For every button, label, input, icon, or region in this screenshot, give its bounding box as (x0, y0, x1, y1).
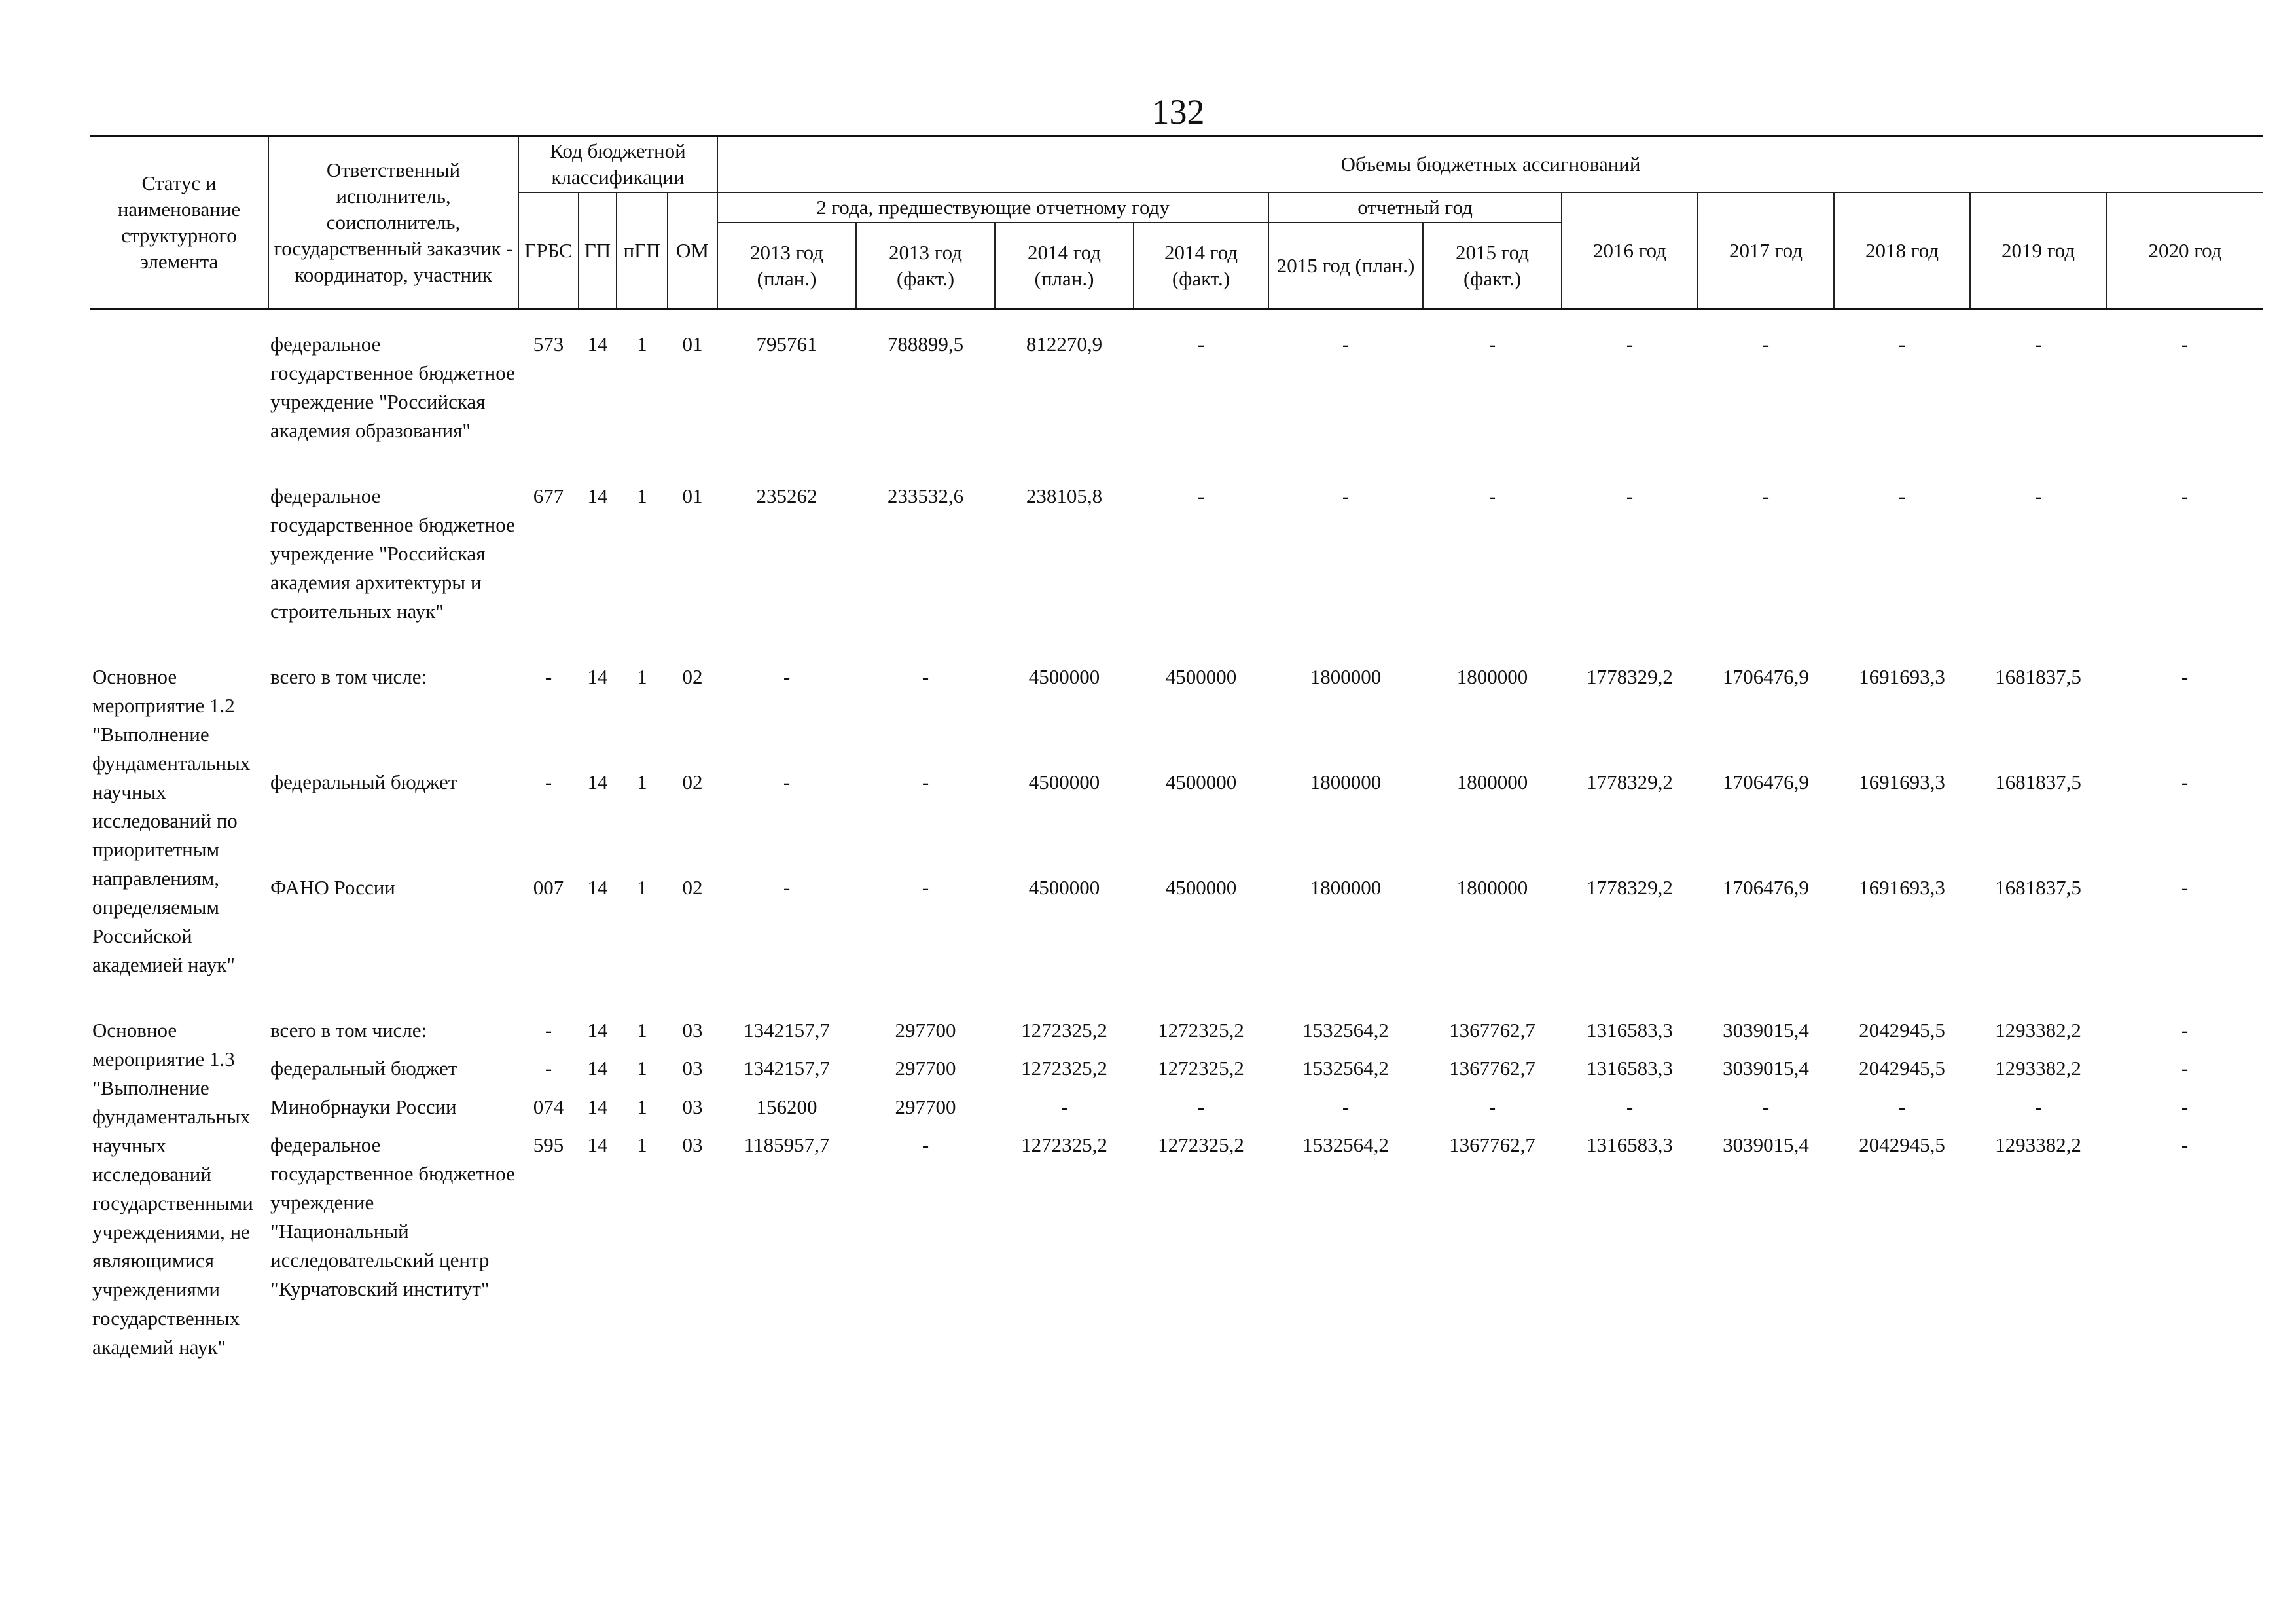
executor-cell: федеральный бюджет (270, 1057, 457, 1080)
value-cell: 4500000 (1028, 770, 1100, 793)
code-cell: 02 (682, 770, 703, 793)
row-spacer-cell (90, 979, 2263, 1016)
value-cell: 1706476,9 (1723, 770, 1809, 793)
value-cell: 297700 (895, 1057, 956, 1080)
code-cell: 1 (637, 332, 647, 356)
value-cell: 1532564,2 (1302, 1133, 1389, 1157)
value-cell: 1691693,3 (1859, 665, 1945, 688)
value-cell: 233532,6 (887, 484, 964, 507)
row-spacer-cell (90, 626, 2263, 663)
code-cell: 1 (637, 665, 647, 688)
code-cell: 595 (533, 1133, 564, 1157)
value-cell: 1272325,2 (1158, 1133, 1244, 1157)
code-cell: 1 (637, 876, 647, 900)
value-cell: - (1762, 332, 1770, 356)
code-cell: 1 (637, 1057, 647, 1080)
table-row (90, 873, 2263, 979)
code-header-pgp: пГП (617, 192, 668, 309)
budget-code-group-header: Код бюджетной классификации (518, 136, 717, 193)
value-cell: - (1488, 484, 1496, 507)
value-cell: 235262 (756, 484, 817, 507)
value-cell: 2042945,5 (1859, 1018, 1945, 1042)
value-cell: 3039015,4 (1723, 1057, 1809, 1080)
table-row (90, 1054, 2263, 1093)
value-cell: - (2181, 665, 2189, 688)
row-spacer (90, 445, 2263, 482)
value-cell: 1293382,2 (1995, 1018, 2081, 1042)
value-cell: - (783, 770, 791, 793)
value-cell: 4500000 (1028, 665, 1100, 688)
value-cell: - (2181, 1133, 2189, 1157)
code-cell: 1 (637, 1095, 647, 1118)
value-cell: - (1626, 484, 1634, 507)
code-cell: 03 (682, 1057, 703, 1080)
value-cell: - (2181, 1018, 2189, 1042)
value-cell: - (2181, 484, 2189, 507)
code-cell: 573 (533, 332, 564, 356)
value-cell: - (1762, 1095, 1770, 1118)
value-cell: 1800000 (1310, 876, 1382, 900)
executor-cell: федеральное государственное бюджетное учреждение "Российская академия образования" (270, 332, 515, 442)
volumes-group-header: Объемы бюджетных ассигнований (717, 136, 2263, 193)
value-cell: - (783, 876, 791, 900)
value-cell: 1342157,7 (744, 1018, 830, 1042)
row-spacer (90, 979, 2263, 1016)
code-cell: 03 (682, 1018, 703, 1042)
value-cell: 1691693,3 (1859, 876, 1945, 900)
year-header-2018: 2018 год (1834, 192, 1970, 309)
value-cell: 1272325,2 (1158, 1057, 1244, 1080)
year-header-2019: 2019 год (1970, 192, 2106, 309)
value-cell: 1800000 (1310, 665, 1382, 688)
code-header-om: ОМ (668, 192, 717, 309)
value-cell: 1706476,9 (1723, 876, 1809, 900)
status-cell: Основное мероприятие 1.3 "Выполнение фундаментальных научных исследований государственными учреждениями, не являющимися учреждениями государственных академий наук" (92, 1018, 253, 1359)
value-cell: 1272325,2 (1021, 1018, 1107, 1042)
page-number: 132 (1151, 92, 1205, 132)
code-cell: 14 (587, 1057, 608, 1080)
value-cell: 1272325,2 (1021, 1057, 1107, 1080)
year-header-2013-fact: 2013 год (факт.) (856, 223, 995, 309)
value-cell: 1316583,3 (1587, 1133, 1673, 1157)
code-header-grbs: ГРБС (518, 192, 579, 309)
table-row (90, 309, 2263, 445)
report-year-group-header: отчетный год (1268, 192, 1562, 223)
code-cell: 01 (682, 332, 703, 356)
code-cell: 1 (637, 1018, 647, 1042)
value-cell: - (2181, 332, 2189, 356)
year-header-2015-plan: 2015 год (план.) (1268, 223, 1423, 309)
value-cell: 1316583,3 (1587, 1018, 1673, 1042)
value-cell: - (1197, 332, 1205, 356)
year-header-2014-plan: 2014 год (план.) (995, 223, 1134, 309)
table-row (90, 1131, 2263, 1361)
value-cell: 1367762,7 (1449, 1133, 1535, 1157)
year-header-2015-fact: 2015 год (факт.) (1423, 223, 1562, 309)
value-cell: - (2181, 876, 2189, 900)
executor-cell: ФАНО России (270, 876, 395, 900)
value-cell: - (1197, 1095, 1205, 1118)
executor-cell: федеральное государственное бюджетное учреждение "Национальный исследовательский центр "Курчатовский институт" (270, 1133, 515, 1301)
executor-cell: федеральный бюджет (270, 770, 457, 793)
value-cell: - (2034, 332, 2042, 356)
value-cell: 1532564,2 (1302, 1057, 1389, 1080)
value-cell: 788899,5 (887, 332, 964, 356)
value-cell: 2042945,5 (1859, 1133, 1945, 1157)
executor-cell: федеральное государственное бюджетное учреждение "Российская академия архитектуры и строительных наук" (270, 484, 515, 623)
code-cell: 14 (587, 665, 608, 688)
year-header-2013-plan: 2013 год (план.) (717, 223, 856, 309)
value-cell: - (922, 770, 929, 793)
status-column-header: Статус и наименование структурного элемента (90, 136, 268, 310)
value-cell: 156200 (756, 1095, 817, 1118)
code-cell: 14 (587, 1095, 608, 1118)
table-row (90, 663, 2263, 768)
value-cell: - (1626, 1095, 1634, 1118)
year-header-2016: 2016 год (1562, 192, 1698, 309)
code-cell: 14 (587, 1018, 608, 1042)
year-header-2020: 2020 год (2106, 192, 2263, 309)
value-cell: 297700 (895, 1018, 956, 1042)
executor-cell: Минобрнауки России (270, 1095, 457, 1118)
value-cell: 4500000 (1165, 665, 1237, 688)
value-cell: 1293382,2 (1995, 1057, 2081, 1080)
row-spacer (90, 626, 2263, 663)
code-cell: 14 (587, 770, 608, 793)
value-cell: 1272325,2 (1021, 1133, 1107, 1157)
code-cell: - (545, 1057, 552, 1080)
code-cell: 14 (587, 1133, 608, 1157)
value-cell: - (2034, 484, 2042, 507)
value-cell: - (1762, 484, 1770, 507)
value-cell: 1367762,7 (1449, 1018, 1535, 1042)
code-cell: 03 (682, 1095, 703, 1118)
value-cell: 1691693,3 (1859, 770, 1945, 793)
value-cell: 4500000 (1028, 876, 1100, 900)
value-cell: - (783, 665, 791, 688)
table-row (90, 1016, 2263, 1055)
executor-cell: всего в том числе: (270, 665, 427, 688)
value-cell: 1800000 (1456, 876, 1528, 900)
value-cell: - (1342, 1095, 1350, 1118)
row-spacer-cell (90, 445, 2263, 482)
value-cell: 1316583,3 (1587, 1057, 1673, 1080)
table-body (90, 309, 2263, 1362)
value-cell: 795761 (756, 332, 817, 356)
value-cell: 238105,8 (1026, 484, 1103, 507)
value-cell: - (1488, 332, 1496, 356)
value-cell: 1185957,7 (744, 1133, 830, 1157)
value-cell: 1532564,2 (1302, 1018, 1389, 1042)
value-cell: 4500000 (1165, 770, 1237, 793)
code-header-gp: ГП (579, 192, 617, 309)
value-cell: 1293382,2 (1995, 1133, 2081, 1157)
code-cell: 677 (533, 484, 564, 507)
code-cell: 03 (682, 1133, 703, 1157)
value-cell: 1800000 (1456, 770, 1528, 793)
executor-cell: всего в том числе: (270, 1018, 427, 1042)
code-cell: 14 (587, 484, 608, 507)
value-cell: 1681837,5 (1995, 770, 2081, 793)
table-row (90, 482, 2263, 626)
budget-allocation-table (90, 135, 2263, 1362)
value-cell: - (1898, 484, 1906, 507)
value-cell: - (2181, 1095, 2189, 1118)
code-cell: 02 (682, 665, 703, 688)
value-cell: - (1898, 1095, 1906, 1118)
value-cell: - (1342, 484, 1350, 507)
value-cell: 1800000 (1456, 665, 1528, 688)
value-cell: - (1197, 484, 1205, 507)
code-cell: 1 (637, 1133, 647, 1157)
value-cell: - (2181, 770, 2189, 793)
value-cell: 1800000 (1310, 770, 1382, 793)
status-cell (90, 482, 268, 626)
code-cell: 02 (682, 876, 703, 900)
value-cell: - (1898, 332, 1906, 356)
value-cell: - (922, 665, 929, 688)
year-header-2017: 2017 год (1698, 192, 1834, 309)
status-cell (90, 309, 268, 445)
code-cell: - (545, 770, 552, 793)
value-cell: - (2181, 1057, 2189, 1080)
code-cell: 14 (587, 332, 608, 356)
executor-column-header: Ответственный исполнитель, соисполнитель, государственный заказчик - координатор, участник (268, 136, 518, 310)
value-cell: 1706476,9 (1723, 665, 1809, 688)
year-header-2014-fact: 2014 год (факт.) (1134, 223, 1268, 309)
value-cell: 1778329,2 (1587, 665, 1673, 688)
value-cell: 812270,9 (1026, 332, 1103, 356)
value-cell: 2042945,5 (1859, 1057, 1945, 1080)
prev-years-group-header: 2 года, предшествующие отчетному году (717, 192, 1268, 223)
value-cell: 1778329,2 (1587, 770, 1673, 793)
table-row (90, 1093, 2263, 1131)
value-cell: 297700 (895, 1095, 956, 1118)
code-cell: - (545, 1018, 552, 1042)
code-cell: 1 (637, 484, 647, 507)
code-cell: 01 (682, 484, 703, 507)
value-cell: - (1342, 332, 1350, 356)
value-cell: - (2034, 1095, 2042, 1118)
value-cell: 1681837,5 (1995, 876, 2081, 900)
table-row (90, 768, 2263, 873)
value-cell: 1681837,5 (1995, 665, 2081, 688)
status-cell: Основное мероприятие 1.2 "Выполнение фундаментальных научных исследований по приоритетным направлениям, определяемым Российской академией наук" (92, 665, 251, 976)
value-cell: - (1626, 332, 1634, 356)
code-cell: 1 (637, 770, 647, 793)
value-cell: 1367762,7 (1449, 1057, 1535, 1080)
table-header (90, 136, 2263, 310)
value-cell: - (922, 1133, 929, 1157)
value-cell: 1778329,2 (1587, 876, 1673, 900)
value-cell: 3039015,4 (1723, 1018, 1809, 1042)
code-cell: 074 (533, 1095, 564, 1118)
value-cell: 3039015,4 (1723, 1133, 1809, 1157)
code-cell: 14 (587, 876, 608, 900)
code-cell: 007 (533, 876, 564, 900)
value-cell: - (922, 876, 929, 900)
value-cell: 1272325,2 (1158, 1018, 1244, 1042)
value-cell: 1342157,7 (744, 1057, 830, 1080)
value-cell: - (1060, 1095, 1068, 1118)
code-cell: - (545, 665, 552, 688)
value-cell: - (1488, 1095, 1496, 1118)
value-cell: 4500000 (1165, 876, 1237, 900)
